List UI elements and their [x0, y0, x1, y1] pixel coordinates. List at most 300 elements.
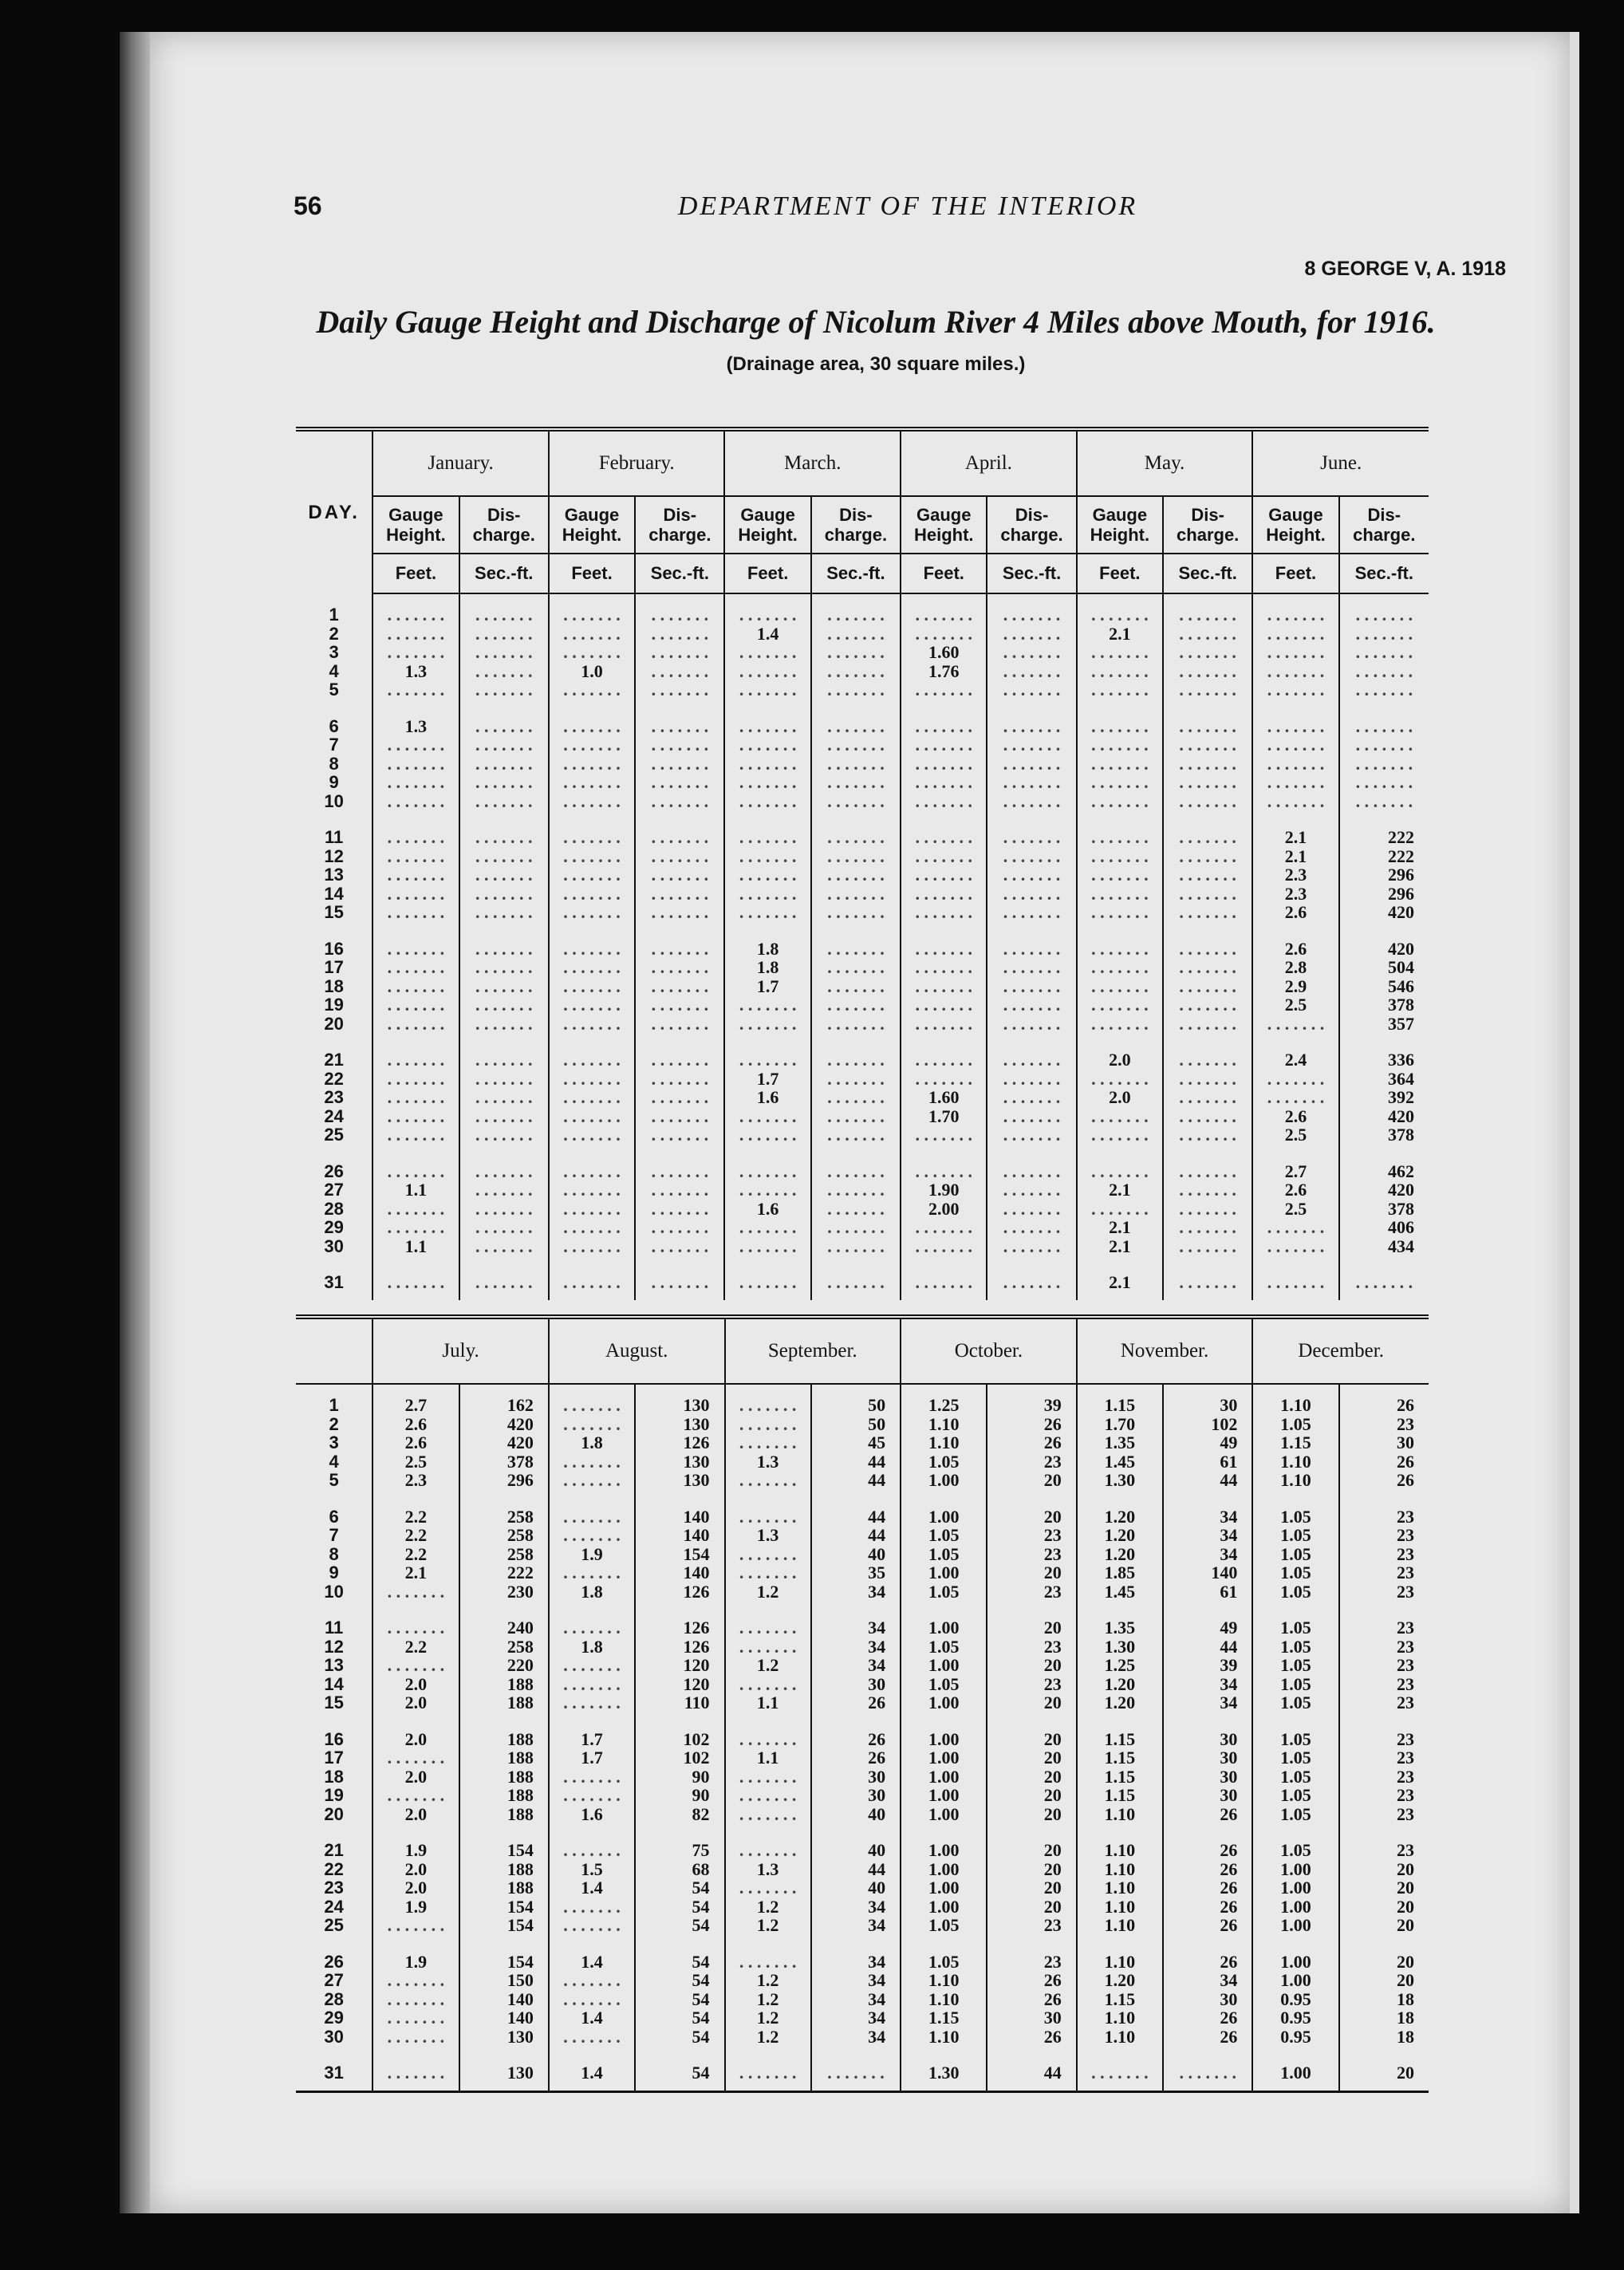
- gauge-height-cell: 1.05: [1252, 1748, 1338, 1768]
- gauge-height-cell: 2.2: [372, 1490, 459, 1527]
- discharge-cell: . . . . . . .: [987, 1107, 1076, 1126]
- gauge-height-cell: . . . . . . .: [372, 1200, 459, 1219]
- gauge-height-cell: . . . . . . .: [372, 1656, 459, 1675]
- gauge-height-cell: 1.05: [1252, 1805, 1338, 1824]
- gauge-height-cell: . . . . . . .: [901, 1015, 987, 1034]
- gauge-height-cell: . . . . . . .: [372, 1070, 459, 1089]
- discharge-cell: 26: [987, 1990, 1076, 2009]
- gauge-height-cell: 1.00: [901, 1748, 987, 1768]
- discharge-cell: . . . . . . .: [459, 755, 549, 774]
- gauge-height-cell: 1.00: [901, 1471, 987, 1490]
- gauge-height-cell: . . . . . . .: [549, 593, 635, 625]
- discharge-cell: 40: [811, 1805, 901, 1824]
- discharge-cell: . . . . . . .: [987, 792, 1076, 811]
- discharge-cell: 23: [1339, 1805, 1429, 1824]
- gauge-height-cell: . . . . . . .: [1077, 958, 1163, 977]
- discharge-cell: 20: [987, 1823, 1076, 1860]
- table-row: [296, 1601, 1429, 1637]
- discharge-cell: 30: [1163, 1748, 1252, 1768]
- table-row: [296, 1990, 1429, 2009]
- table-row: [296, 1200, 1429, 1219]
- discharge-cell: 140: [1163, 1563, 1252, 1582]
- discharge-cell: 26: [987, 1971, 1076, 1990]
- gauge-height-cell: . . . . . . .: [549, 1218, 635, 1237]
- discharge-cell: . . . . . . .: [459, 700, 549, 736]
- table-row: [296, 810, 1429, 847]
- gauge-height-cell: . . . . . . .: [372, 958, 459, 977]
- gauge-height-cell: 1.10: [1077, 1878, 1163, 1898]
- gauge-height-cell: . . . . . . .: [724, 735, 810, 755]
- discharge-cell: 26: [811, 1712, 901, 1749]
- gauge-height-cell: . . . . . . .: [901, 1255, 987, 1300]
- gauge-height-cell: 1.6: [724, 1200, 810, 1219]
- gauge-height-cell: . . . . . . .: [725, 1878, 811, 1898]
- gauge-height-cell: . . . . . . .: [901, 903, 987, 922]
- discharge-cell: 130: [459, 2028, 549, 2047]
- discharge-cell: 40: [811, 1823, 901, 1860]
- discharge-cell: 20: [987, 1563, 1076, 1582]
- day-number: 22: [324, 1069, 344, 1088]
- discharge-cell: 30: [1163, 1990, 1252, 2009]
- day-number: 1: [329, 604, 339, 625]
- discharge-cell: 126: [635, 1433, 724, 1452]
- discharge-cell: 26: [1163, 1916, 1252, 1935]
- gauge-height-cell: 1.00: [1252, 1878, 1338, 1898]
- book-spine-shadow: [120, 32, 152, 2213]
- discharge-cell: 20: [987, 1601, 1076, 1637]
- discharge-cell: . . . . . . .: [1163, 958, 1252, 977]
- discharge-cell: 120: [635, 1675, 724, 1694]
- day-number: 14: [324, 884, 344, 903]
- gauge-height-cell: 1.00: [901, 1823, 987, 1860]
- gauge-height-cell: 1.05: [901, 1916, 987, 1935]
- discharge-cell: 188: [459, 1878, 549, 1898]
- discharge-cell: . . . . . . .: [987, 958, 1076, 977]
- gauge-height-cell: 1.70: [1077, 1415, 1163, 1434]
- gauge-height-cell: . . . . . . .: [549, 847, 635, 866]
- gauge-height-cell: 2.6: [1252, 922, 1338, 959]
- discharge-cell: 68: [635, 1860, 724, 1879]
- discharge-cell: 54: [635, 1990, 724, 2009]
- day-number: 5: [329, 680, 339, 700]
- discharge-cell: 35: [811, 1563, 901, 1582]
- gauge-height-cell: . . . . . . .: [724, 1237, 810, 1256]
- gauge-height-cell: 1.05: [1252, 1656, 1338, 1675]
- gauge-height-cell: 2.7: [1252, 1145, 1338, 1181]
- discharge-cell: . . . . . . .: [1339, 593, 1429, 625]
- discharge-cell: . . . . . . .: [811, 810, 901, 847]
- gauge-height-cell: 2.00: [901, 1200, 987, 1219]
- day-number: 28: [324, 1989, 344, 2008]
- discharge-cell: 54: [635, 1916, 724, 1935]
- table-row: [296, 1471, 1429, 1490]
- table-row: [296, 2046, 1429, 2091]
- gauge-height-cell: . . . . . . .: [549, 1125, 635, 1145]
- gauge-height-cell: 1.15: [1252, 1433, 1338, 1452]
- discharge-cell: . . . . . . .: [987, 1237, 1076, 1256]
- discharge-cell: 90: [635, 1786, 724, 1805]
- gauge-height-cell: 2.5: [1252, 995, 1338, 1015]
- table-row: [296, 1786, 1429, 1805]
- gauge-height-cell: . . . . . . .: [724, 773, 810, 792]
- discharge-cell: . . . . . . .: [1163, 1255, 1252, 1300]
- gauge-height-cell: . . . . . . .: [549, 1107, 635, 1126]
- gauge-height-cell: . . . . . . .: [549, 810, 635, 847]
- gauge-height-cell: 1.2: [725, 2008, 811, 2028]
- discharge-cell: 26: [1163, 2008, 1252, 2028]
- gauge-height-cell: . . . . . . .: [1252, 1015, 1338, 1034]
- gauge-height-cell: 1.15: [1077, 1712, 1163, 1749]
- discharge-cell: 23: [987, 1935, 1076, 1972]
- table-row: [296, 903, 1429, 922]
- gauge-height-cell: . . . . . . .: [725, 1601, 811, 1637]
- gauge-height-cell: . . . . . . .: [372, 977, 459, 996]
- discharge-cell: 130: [635, 1415, 724, 1434]
- day-number: 25: [324, 1916, 344, 1935]
- table-subtitle: (Drainage area, 30 square miles.): [726, 353, 1026, 375]
- gauge-height-cell: 1.5: [549, 1860, 635, 1879]
- discharge-cell: . . . . . . .: [459, 1200, 549, 1219]
- discharge-cell: . . . . . . .: [459, 958, 549, 977]
- secft-unit-header: Sec.-ft.: [1339, 554, 1429, 593]
- gauge-height-cell: . . . . . . .: [372, 2028, 459, 2047]
- discharge-cell: . . . . . . .: [459, 1125, 549, 1145]
- discharge-cell: 162: [459, 1384, 549, 1415]
- discharge-cell: 34: [811, 1582, 901, 1602]
- gauge-height-cell: 2.1: [1077, 1237, 1163, 1256]
- discharge-cell: . . . . . . .: [1339, 700, 1429, 736]
- gauge-height-cell: . . . . . . .: [724, 593, 810, 625]
- gauge-height-cell: . . . . . . .: [372, 2008, 459, 2028]
- discharge-cell: 102: [1163, 1415, 1252, 1434]
- discharge-cell: . . . . . . .: [987, 903, 1076, 922]
- discharge-cell: . . . . . . .: [811, 922, 901, 959]
- gauge-height-cell: 1.76: [901, 662, 987, 681]
- discharge-cell: . . . . . . .: [987, 810, 1076, 847]
- discharge-cell: . . . . . . .: [987, 1033, 1076, 1070]
- gauge-height-cell: 2.1: [372, 1563, 459, 1582]
- discharge-cell: 61: [1163, 1582, 1252, 1602]
- day-number: 17: [324, 958, 344, 977]
- day-number: 20: [324, 1804, 344, 1823]
- feet-unit-header: Feet.: [372, 554, 459, 593]
- discharge-cell: . . . . . . .: [635, 1070, 724, 1089]
- gauge-height-cell: . . . . . . .: [724, 1180, 810, 1200]
- discharge-cell: . . . . . . .: [987, 1255, 1076, 1300]
- discharge-cell: . . . . . . .: [811, 773, 901, 792]
- gauge-height-cell: 1.10: [1077, 1823, 1163, 1860]
- gauge-height-cell: 1.9: [372, 1935, 459, 1972]
- discharge-cell: 130: [635, 1471, 724, 1490]
- discharge-cell: . . . . . . .: [635, 625, 724, 644]
- discharge-cell: . . . . . . .: [459, 662, 549, 681]
- discharge-cell: 34: [811, 2008, 901, 2028]
- gauge-height-cell: . . . . . . .: [1077, 885, 1163, 904]
- gauge-height-cell: 0.95: [1252, 2008, 1338, 2028]
- day-number: 29: [324, 2008, 344, 2028]
- gauge-height-cell: 1.9: [549, 1545, 635, 1564]
- discharge-cell: 20: [987, 1878, 1076, 1898]
- gauge-height-cell: 1.10: [1077, 2008, 1163, 2028]
- discharge-cell: . . . . . . .: [811, 1255, 901, 1300]
- gauge-height-cell: . . . . . . .: [549, 903, 635, 922]
- day-number: 31: [324, 2063, 344, 2083]
- discharge-cell: . . . . . . .: [635, 773, 724, 792]
- gauge-height-cell: 2.6: [1252, 1180, 1338, 1200]
- gauge-height-cell: 1.05: [1252, 1823, 1338, 1860]
- gauge-height-cell: 2.0: [372, 1860, 459, 1879]
- discharge-cell: . . . . . . .: [811, 1145, 901, 1181]
- day-number: 3: [329, 1433, 339, 1452]
- discharge-cell: 434: [1339, 1237, 1429, 1256]
- discharge-cell: 188: [459, 1675, 549, 1694]
- gauge-height-cell: 1.15: [1077, 1768, 1163, 1787]
- discharge-header: Dis- charge.: [811, 496, 901, 554]
- month-header: August.: [549, 1317, 725, 1384]
- gauge-height-cell: . . . . . . .: [549, 1145, 635, 1181]
- discharge-cell: . . . . . . .: [635, 977, 724, 996]
- month-header: April.: [901, 429, 1077, 496]
- discharge-cell: 26: [1339, 1471, 1429, 1490]
- discharge-cell: 34: [1163, 1490, 1252, 1527]
- gauge-height-cell: 1.00: [901, 1563, 987, 1582]
- discharge-cell: 20: [987, 1898, 1076, 1917]
- next-page-edge: [1570, 32, 1579, 2213]
- gauge-height-cell: . . . . . . .: [372, 1582, 459, 1602]
- discharge-cell: . . . . . . .: [811, 865, 901, 885]
- gauge-height-cell: . . . . . . .: [724, 1125, 810, 1145]
- discharge-cell: . . . . . . .: [1163, 1218, 1252, 1237]
- gauge-height-cell: 1.20: [1077, 1693, 1163, 1712]
- gauge-height-cell: . . . . . . .: [725, 1712, 811, 1749]
- day-number: 21: [324, 1050, 344, 1070]
- discharge-cell: . . . . . . .: [1163, 1088, 1252, 1107]
- gauge-height-cell: . . . . . . .: [725, 1433, 811, 1452]
- discharge-cell: 49: [1163, 1601, 1252, 1637]
- discharge-cell: 23: [987, 1452, 1076, 1472]
- gauge-height-cell: . . . . . . .: [901, 995, 987, 1015]
- discharge-cell: . . . . . . .: [459, 1145, 549, 1181]
- gauge-height-cell: . . . . . . .: [372, 1218, 459, 1237]
- discharge-cell: 23: [1339, 1823, 1429, 1860]
- discharge-cell: . . . . . . .: [459, 922, 549, 959]
- day-number: 28: [324, 1199, 344, 1218]
- gauge-height-cell: . . . . . . .: [1077, 810, 1163, 847]
- gauge-height-cell: . . . . . . .: [372, 1107, 459, 1126]
- discharge-cell: 20: [987, 1805, 1076, 1824]
- gauge-height-cell: . . . . . . .: [372, 1033, 459, 1070]
- day-number: 19: [324, 995, 344, 1015]
- discharge-cell: . . . . . . .: [635, 755, 724, 774]
- discharge-cell: . . . . . . .: [811, 1218, 901, 1237]
- feet-unit-header: Feet.: [1077, 554, 1163, 593]
- gauge-height-cell: . . . . . . .: [724, 1015, 810, 1034]
- gauge-height-cell: 1.20: [1077, 1971, 1163, 1990]
- gauge-height-cell: . . . . . . .: [549, 643, 635, 662]
- day-number: 14: [324, 1674, 344, 1693]
- gauge-height-cell: 1.00: [901, 1490, 987, 1527]
- discharge-cell: . . . . . . .: [987, 1145, 1076, 1181]
- day-number: 12: [324, 846, 344, 865]
- gauge-height-cell: . . . . . . .: [549, 885, 635, 904]
- gauge-height-cell: . . . . . . .: [725, 1471, 811, 1490]
- gauge-height-cell: . . . . . . .: [724, 903, 810, 922]
- discharge-cell: . . . . . . .: [635, 922, 724, 959]
- gauge-height-cell: 1.10: [1252, 1452, 1338, 1472]
- gauge-height-cell: . . . . . . .: [725, 1384, 811, 1415]
- gauge-height-cell: . . . . . . .: [1077, 977, 1163, 996]
- discharge-cell: . . . . . . .: [1339, 680, 1429, 700]
- discharge-cell: 150: [459, 1971, 549, 1990]
- gauge-height-cell: . . . . . . .: [1077, 593, 1163, 625]
- table-row: [296, 1255, 1429, 1300]
- table-row: [296, 1563, 1429, 1582]
- discharge-cell: 140: [459, 1990, 549, 2009]
- gauge-height-cell: 1.05: [901, 1935, 987, 1972]
- gauge-height-cell: . . . . . . .: [1077, 995, 1163, 1015]
- discharge-cell: . . . . . . .: [1163, 1145, 1252, 1181]
- gauge-height-cell: 2.2: [372, 1526, 459, 1545]
- gauge-height-cell: 1.10: [1252, 1384, 1338, 1415]
- gauge-height-cell: 1.05: [901, 1526, 987, 1545]
- discharge-cell: . . . . . . .: [459, 773, 549, 792]
- table-row: [296, 1452, 1429, 1472]
- discharge-cell: . . . . . . .: [1339, 792, 1429, 811]
- table-row: [296, 1748, 1429, 1768]
- table-row: [296, 1218, 1429, 1237]
- gauge-height-cell: . . . . . . .: [372, 792, 459, 811]
- day-number: 30: [324, 2027, 344, 2046]
- discharge-cell: 420: [1339, 1107, 1429, 1126]
- gauge-height-cell: 1.9: [372, 1823, 459, 1860]
- day-number: 2: [329, 1414, 339, 1433]
- discharge-cell: 30: [1163, 1786, 1252, 1805]
- discharge-cell: . . . . . . .: [459, 977, 549, 996]
- gauge-height-cell: . . . . . . .: [724, 700, 810, 736]
- day-number: 2: [329, 624, 339, 643]
- discharge-cell: 23: [1339, 1526, 1429, 1545]
- discharge-cell: 44: [811, 1490, 901, 1527]
- discharge-cell: 26: [987, 1433, 1076, 1452]
- gauge-height-cell: . . . . . . .: [372, 1255, 459, 1300]
- discharge-cell: 50: [811, 1415, 901, 1434]
- discharge-cell: 23: [987, 1582, 1076, 1602]
- gauge-height-cell: . . . . . . .: [549, 1823, 635, 1860]
- gauge-height-cell: 1.9: [372, 1898, 459, 1917]
- discharge-cell: . . . . . . .: [987, 847, 1076, 866]
- discharge-cell: 130: [635, 1384, 724, 1415]
- discharge-cell: 222: [1339, 847, 1429, 866]
- table-row: [296, 1145, 1429, 1181]
- gauge-height-header: Gauge Height.: [549, 496, 635, 554]
- gauge-height-cell: . . . . . . .: [1252, 1088, 1338, 1107]
- gauge-height-cell: . . . . . . .: [549, 792, 635, 811]
- gauge-height-cell: . . . . . . .: [724, 792, 810, 811]
- gauge-height-cell: 1.05: [1252, 1712, 1338, 1749]
- gauge-height-cell: 1.00: [901, 1712, 987, 1749]
- gauge-height-cell: 2.8: [1252, 958, 1338, 977]
- gauge-height-cell: . . . . . . .: [901, 865, 987, 885]
- discharge-cell: 23: [1339, 1563, 1429, 1582]
- feet-unit-header: Feet.: [724, 554, 810, 593]
- discharge-cell: 154: [635, 1545, 724, 1564]
- gauge-height-cell: 1.10: [1077, 1805, 1163, 1824]
- discharge-cell: . . . . . . .: [811, 1125, 901, 1145]
- day-number: 15: [324, 1693, 344, 1712]
- discharge-cell: 23: [1339, 1768, 1429, 1787]
- discharge-header: Dis- charge.: [459, 496, 549, 554]
- gauge-height-cell: 1.8: [549, 1637, 635, 1657]
- gauge-height-cell: 2.0: [1077, 1033, 1163, 1070]
- discharge-cell: 90: [635, 1768, 724, 1787]
- gauge-height-cell: . . . . . . .: [1077, 700, 1163, 736]
- discharge-cell: 20: [987, 1656, 1076, 1675]
- discharge-cell: . . . . . . .: [635, 1180, 724, 1200]
- gauge-height-cell: 1.20: [1077, 1675, 1163, 1694]
- gauge-height-cell: 1.1: [725, 1748, 811, 1768]
- gauge-height-cell: . . . . . . .: [549, 1768, 635, 1787]
- secft-unit-header: Sec.-ft.: [459, 554, 549, 593]
- discharge-cell: . . . . . . .: [1163, 1237, 1252, 1256]
- gauge-height-cell: . . . . . . .: [372, 680, 459, 700]
- table-row: [296, 1526, 1429, 1545]
- table-row: [296, 1180, 1429, 1200]
- discharge-cell: 30: [1163, 1712, 1252, 1749]
- month-header: May.: [1077, 429, 1253, 496]
- gauge-height-cell: 1.05: [1252, 1768, 1338, 1787]
- discharge-cell: . . . . . . .: [1163, 1033, 1252, 1070]
- gauge-height-cell: 1.00: [901, 1693, 987, 1712]
- gauge-height-cell: 1.30: [1077, 1637, 1163, 1657]
- discharge-cell: . . . . . . .: [811, 1070, 901, 1089]
- gauge-height-cell: . . . . . . .: [724, 847, 810, 866]
- day-number: 8: [329, 754, 339, 773]
- day-number: 10: [324, 1582, 344, 1601]
- gauge-height-cell: 1.3: [725, 1452, 811, 1472]
- table-row: [296, 1860, 1429, 1879]
- gauge-height-cell: . . . . . . .: [725, 1637, 811, 1657]
- gauge-height-cell: 1.05: [901, 1675, 987, 1694]
- discharge-cell: . . . . . . .: [1163, 735, 1252, 755]
- discharge-cell: . . . . . . .: [811, 625, 901, 644]
- day-number: 4: [329, 1452, 339, 1471]
- gauge-height-cell: 1.25: [1077, 1656, 1163, 1675]
- gauge-height-cell: . . . . . . .: [549, 1452, 635, 1472]
- discharge-cell: . . . . . . .: [1163, 2046, 1252, 2091]
- gauge-height-cell: . . . . . . .: [1252, 1218, 1338, 1237]
- gauge-height-cell: 2.9: [1252, 977, 1338, 996]
- discharge-cell: 140: [635, 1563, 724, 1582]
- gauge-height-cell: . . . . . . .: [901, 773, 987, 792]
- month-header: October.: [901, 1317, 1077, 1384]
- table-row: [296, 1805, 1429, 1824]
- discharge-cell: 20: [1339, 1860, 1429, 1879]
- discharge-cell: 154: [459, 1898, 549, 1917]
- gauge-height-cell: 1.45: [1077, 1582, 1163, 1602]
- table-row: [296, 922, 1429, 959]
- gauge-height-cell: . . . . . . .: [549, 1255, 635, 1300]
- discharge-cell: . . . . . . .: [1339, 755, 1429, 774]
- gauge-height-cell: 1.90: [901, 1180, 987, 1200]
- discharge-cell: . . . . . . .: [635, 1255, 724, 1300]
- discharge-cell: . . . . . . .: [987, 680, 1076, 700]
- discharge-cell: . . . . . . .: [459, 625, 549, 644]
- discharge-cell: 39: [1163, 1656, 1252, 1675]
- discharge-cell: . . . . . . .: [459, 643, 549, 662]
- discharge-cell: 45: [811, 1433, 901, 1452]
- discharge-header: Dis- charge.: [635, 496, 724, 554]
- discharge-cell: 23: [1339, 1675, 1429, 1694]
